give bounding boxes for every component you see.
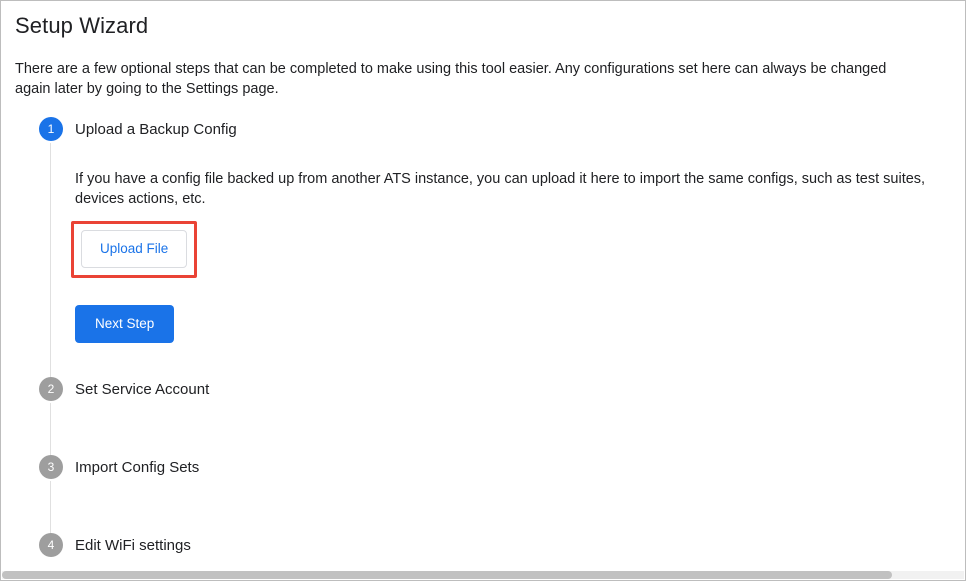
step-title-upload-backup-config: Upload a Backup Config: [75, 121, 237, 138]
step-number-badge: 3: [39, 455, 63, 479]
step-set-service-account[interactable]: [39, 377, 965, 455]
page-title: Setup Wizard: [15, 13, 149, 38]
upload-file-button[interactable]: Upload File: [81, 230, 187, 268]
step-upload-backup-config: [39, 117, 965, 377]
step-import-config-sets[interactable]: [39, 455, 965, 533]
setup-steps-list: [39, 117, 965, 563]
step-connector-line: [50, 481, 51, 537]
horizontal-scrollbar[interactable]: [2, 571, 964, 579]
step-description: If you have a config file backed up from another ATS instance, you can upload it here to import the same configs, such as test suites, devices actions, etc.: [75, 171, 926, 207]
step-title-import-config-sets[interactable]: Import Config Sets: [75, 459, 200, 476]
step-number-badge: 2: [39, 377, 63, 401]
step-number-badge: 4: [39, 533, 63, 557]
step-content-upload-backup-config: [75, 169, 965, 343]
next-step-button[interactable]: Next Step: [75, 305, 174, 343]
step-title-edit-wifi-settings[interactable]: Edit WiFi settings: [75, 537, 191, 554]
step-number-badge: 1: [39, 117, 63, 141]
step-edit-wifi-settings[interactable]: [39, 533, 965, 563]
horizontal-scrollbar-thumb[interactable]: [2, 571, 892, 579]
page-intro-text: There are a few optional steps that can be completed to make using this tool easier. Any configurations set here can always be changed again later by going to the Settings page.: [15, 61, 887, 97]
step-connector-line: [50, 403, 51, 459]
step-connector-line: [50, 143, 51, 381]
step-title-set-service-account[interactable]: Set Service Account: [75, 381, 210, 398]
upload-file-highlight-box: [71, 221, 197, 278]
